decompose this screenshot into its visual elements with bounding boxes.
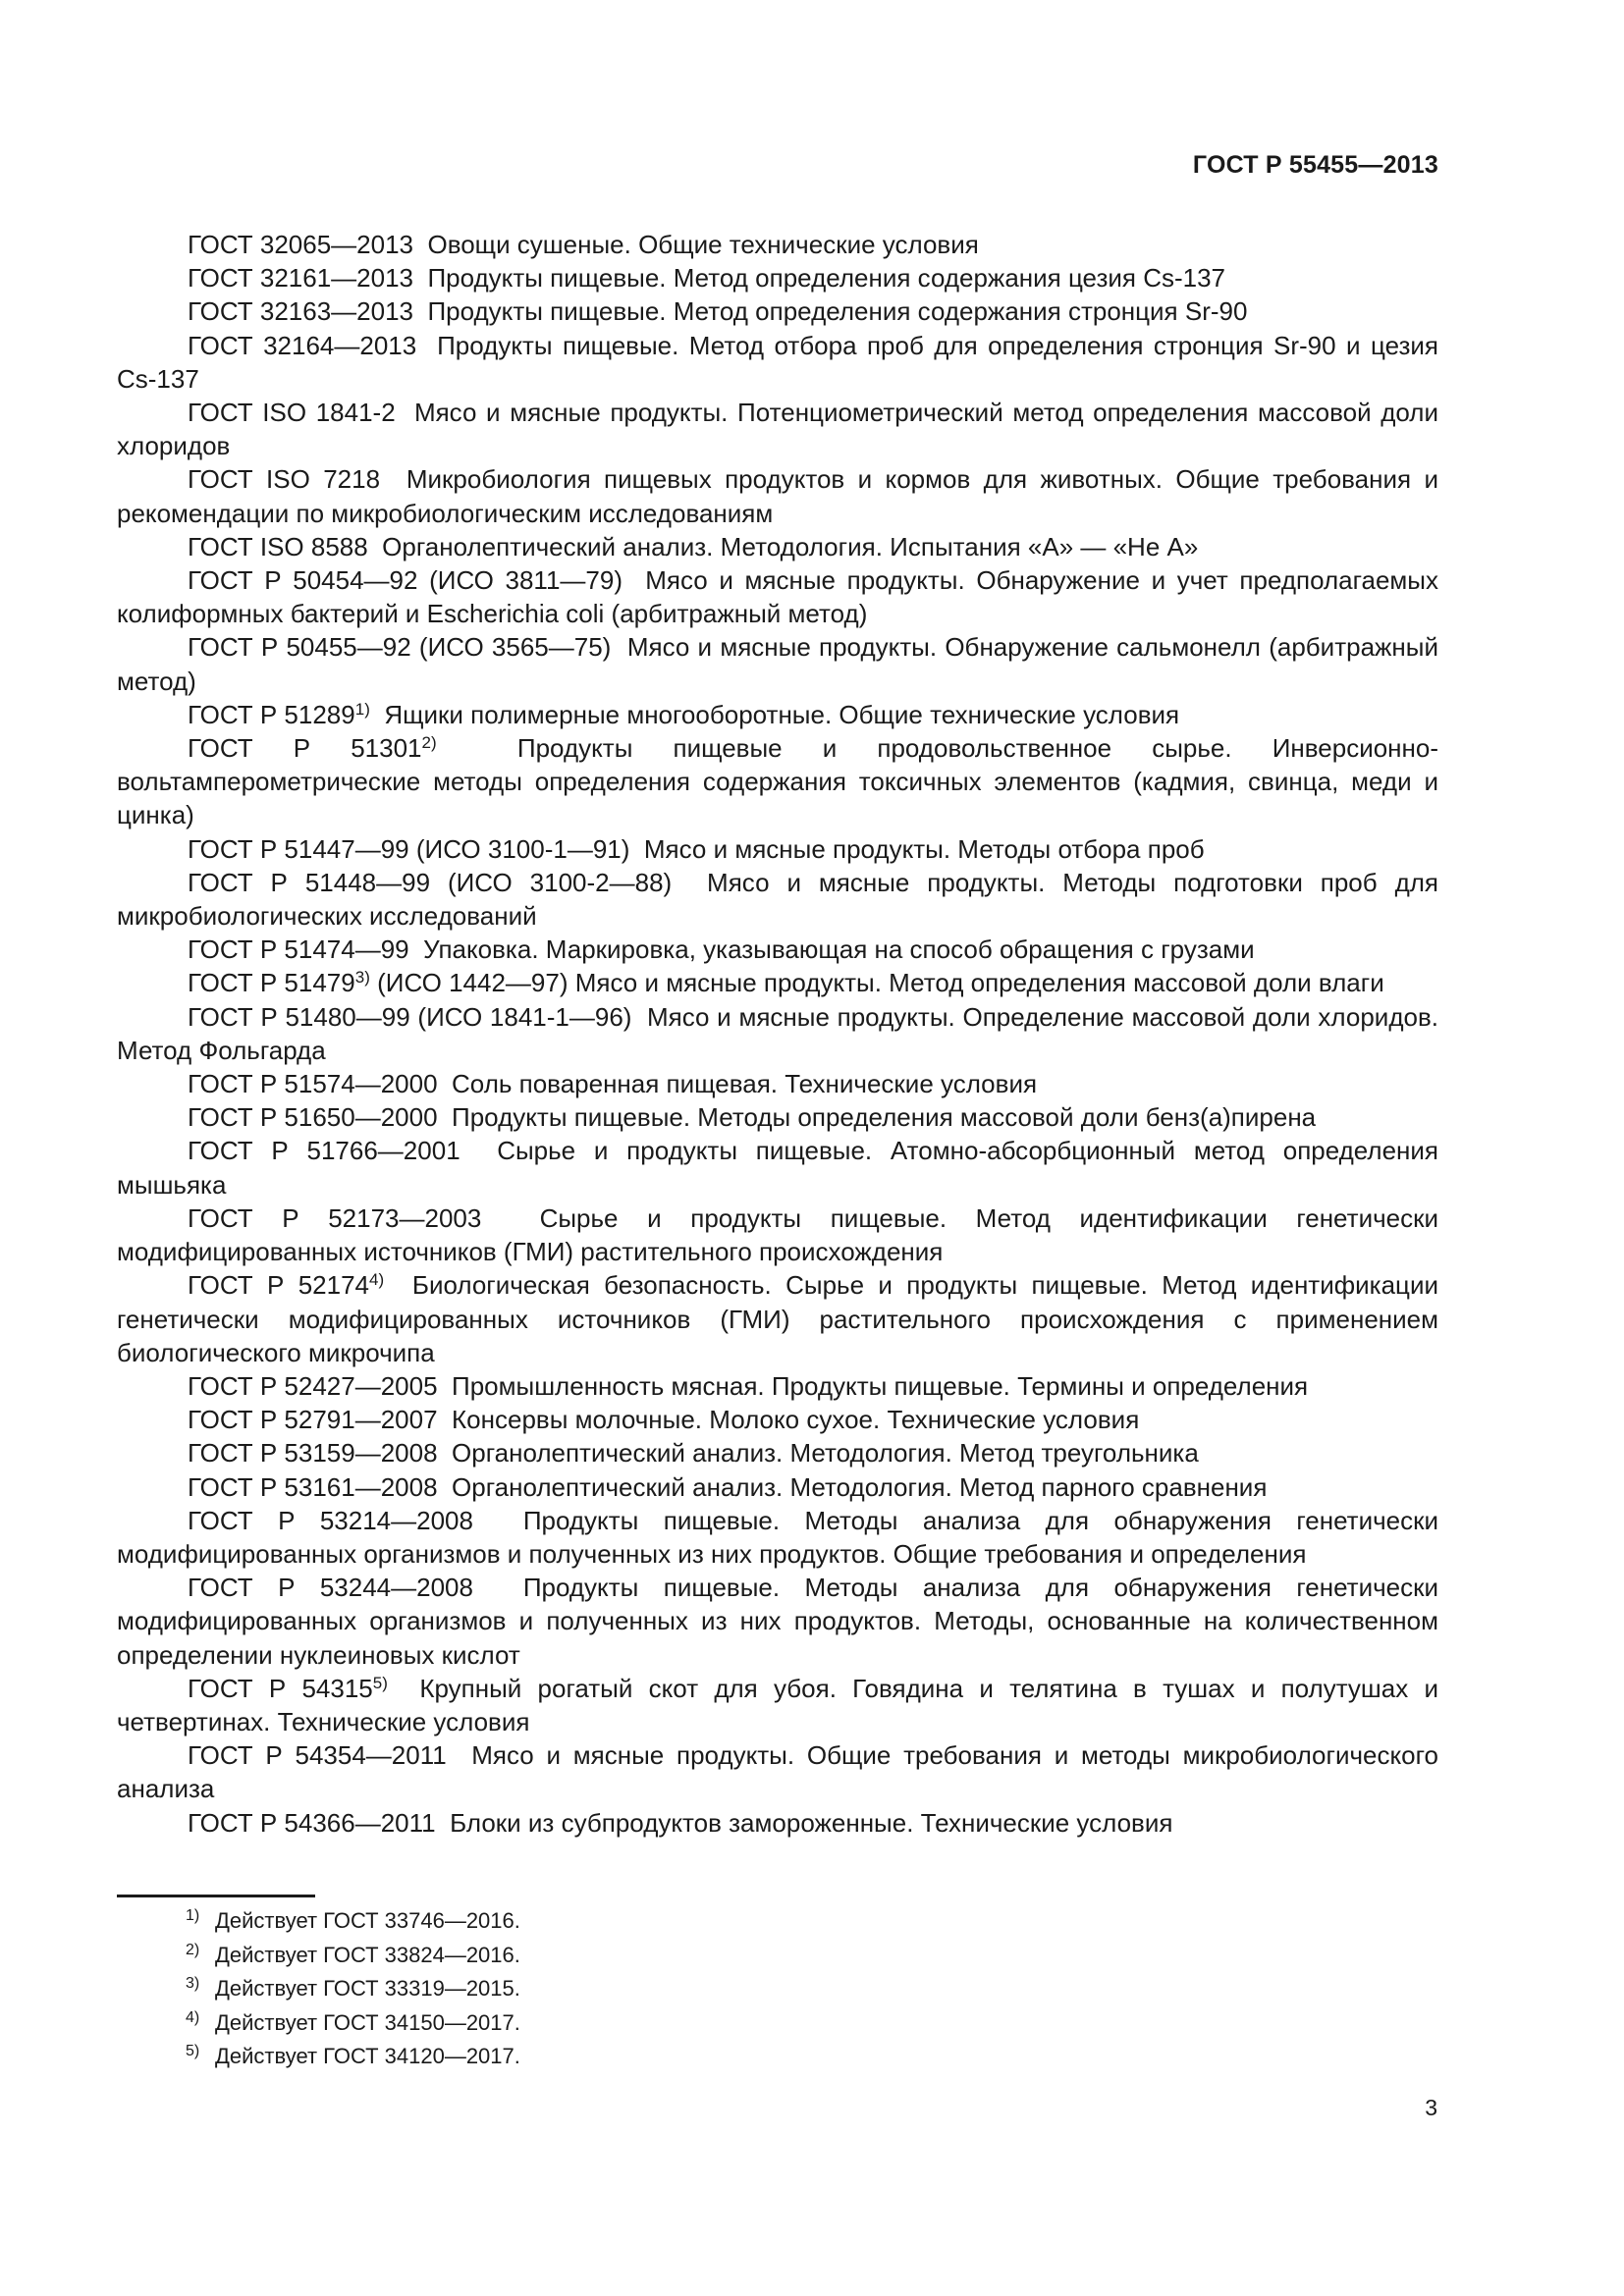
reference-code: ГОСТ Р 51448—99 (ИСО 3100-2—88): [188, 867, 673, 897]
reference-code: ГОСТ Р 53159—2008: [188, 1438, 438, 1468]
reference-title: Овощи сушеные. Общие технические условия: [427, 230, 979, 259]
footnote-separator-rule: [117, 1895, 315, 1897]
reference-title: Биологическая безопасность. Сырье и продукты пищевые. Метод идентификации генетически модифицированных источников (ГМИ) растительного происхождения с применением биологического микрочипа: [117, 1270, 1438, 1367]
reference-item: [117, 228, 1438, 261]
footnote-item: 4) Действует ГОСТ 34150—2017.: [186, 2008, 520, 2035]
reference-code: ГОСТ Р 50454—92 (ИСО 3811—79): [188, 565, 623, 596]
reference-item: [117, 1571, 1438, 1672]
reference-title: Мясо и мясные продукты. Определение массовой доли хлоридов. Метод Фольгарда: [117, 1001, 1438, 1065]
reference-code: ГОСТ Р 51766—2001: [188, 1136, 460, 1166]
reference-footnote-mark: 4): [369, 1270, 385, 1290]
reference-item: [117, 329, 1438, 396]
reference-code: ГОСТ Р 51574—2000: [188, 1069, 438, 1099]
reference-title: Продукты пищевые. Метод отбора проб для определения стронция Sr-90 и цезия Cs-137: [117, 330, 1438, 394]
reference-footnote-mark: 1): [354, 699, 370, 719]
reference-item: [117, 1201, 1438, 1268]
reference-title: Органолептический анализ. Методология. Испытания «А» — «Не А»: [382, 531, 1199, 561]
reference-title: Соль поваренная пищевая. Технические условия: [452, 1069, 1038, 1099]
reference-code: ГОСТ Р 51301: [188, 733, 422, 764]
reference-title: Мясо и мясные продукты. Общие требования и методы микробиологического анализа: [117, 1740, 1438, 1804]
footnote-text: Действует ГОСТ 33319—2015.: [215, 1976, 520, 2002]
reference-title: Продукты пищевые. Методы определения массовой доли бенз(а)пирена: [452, 1102, 1317, 1133]
reference-item: [117, 933, 1438, 966]
reference-item: [117, 1738, 1438, 1805]
reference-title: Продукты пищевые. Метод определения содержания стронция Sr-90: [427, 296, 1248, 327]
reference-item: [117, 1403, 1438, 1436]
footnote-text: Действует ГОСТ 34120—2017.: [215, 2044, 520, 2069]
reference-title: Ящики полимерные многооборотные. Общие технические условия: [384, 699, 1180, 729]
reference-title: Органолептический анализ. Методология. Метод треугольника: [452, 1438, 1199, 1468]
reference-item: [117, 1436, 1438, 1469]
reference-title: Органолептический анализ. Методология. Метод парного сравнения: [452, 1471, 1268, 1502]
footnote-item: 1) Действует ГОСТ 33746—2016.: [186, 1907, 520, 1933]
reference-code: ГОСТ Р 54354—2011: [188, 1740, 447, 1771]
reference-code: ГОСТ Р 52791—2007: [188, 1405, 438, 1435]
reference-title: Мясо и мясные продукты. Методы подготовки проб для микробиологических исследований: [117, 867, 1438, 932]
footnote-item: 3) Действует ГОСТ 33319—2015.: [186, 1975, 520, 2002]
reference-code: ГОСТ Р 53161—2008: [188, 1471, 438, 1502]
reference-title: Мясо и мясные продукты. Обнаружение сальмонелл (арбитражный метод): [117, 632, 1438, 696]
reference-code: ГОСТ Р 51447—99 (ИСО 3100-1—91): [188, 833, 630, 864]
reference-code: ГОСТ Р 52174: [188, 1270, 370, 1301]
reference-item: [117, 966, 1438, 999]
footnote-text: Действует ГОСТ 33746—2016.: [215, 1908, 520, 1933]
footnotes-list: [186, 1904, 520, 2074]
footnote-text: Действует ГОСТ 33824—2016.: [215, 1942, 520, 1967]
reference-item: [117, 1134, 1438, 1201]
reference-code: ГОСТ 32163—2013: [188, 296, 414, 327]
reference-title: Сырье и продукты пищевые. Метод идентификации генетически модифицированных источников (ГМИ) растительного происхождения: [117, 1202, 1438, 1267]
reference-title: Мясо и мясные продукты. Обнаружение и учет предполагаемых колиформных бактерий и Escherichia coli (арбитражный метод): [117, 565, 1438, 629]
reference-item: [117, 1100, 1438, 1134]
footnote-item: 2) Действует ГОСТ 33824—2016.: [186, 1941, 520, 1967]
reference-code: ГОСТ Р 54315: [188, 1673, 373, 1703]
reference-item: [117, 261, 1438, 294]
reference-item: [117, 1369, 1438, 1403]
reference-code: ГОСТ Р 51650—2000: [188, 1102, 438, 1133]
reference-item: [117, 294, 1438, 328]
reference-code: ГОСТ Р 52427—2005: [188, 1370, 438, 1401]
reference-title: Блоки из субпродуктов замороженные. Технические условия: [450, 1807, 1173, 1838]
reference-title: Продукты пищевые. Метод определения содержания цезия Cs-137: [427, 263, 1226, 294]
reference-title: (ИСО 1442—97) Мясо и мясные продукты. Метод определения массовой доли влаги: [377, 968, 1384, 998]
reference-item: [117, 1067, 1438, 1100]
page-number: 3: [1425, 2095, 1437, 2120]
reference-item: [117, 832, 1438, 866]
reference-code: ГОСТ Р 51474—99: [188, 934, 409, 965]
reference-title: Консервы молочные. Молоко сухое. Технические условия: [452, 1405, 1140, 1435]
reference-title: Продукты пищевые и продовольственное сырье. Инверсионно-вольтамперометрические методы определения содержания токсичных элементов (кадмия, свинца, меди и цинка): [117, 733, 1439, 830]
reference-item: [117, 396, 1438, 462]
reference-code: ГОСТ 32065—2013: [188, 230, 414, 259]
reference-code: ГОСТ Р 54366—2011: [188, 1807, 436, 1838]
reference-item: [117, 866, 1438, 933]
reference-title: Сырье и продукты пищевые. Атомно-абсорбционный метод определения мышьяка: [117, 1136, 1438, 1200]
reference-code: ГОСТ 32161—2013: [188, 263, 414, 294]
reference-title: Продукты пищевые. Методы анализа для обнаружения генетически модифицированных организмов и полученных из них продуктов. Методы, основанные на количественном определении нуклеиновых кислот: [117, 1573, 1439, 1670]
reference-item: [117, 1000, 1438, 1067]
reference-item: [117, 462, 1438, 529]
footnote-item: 5) Действует ГОСТ 34120—2017.: [186, 2043, 520, 2069]
normative-references-list: [117, 228, 1438, 1840]
footnote-text: Действует ГОСТ 34150—2017.: [215, 2009, 520, 2035]
reference-item: [117, 1470, 1438, 1504]
reference-title: Крупный рогатый скот для убоя. Говядина и телятина в тушах и полутушах и четвертинах. Технические условия: [117, 1673, 1438, 1736]
reference-code: ГОСТ ISO 8588: [188, 531, 368, 561]
reference-code: ГОСТ Р 53244—2008: [188, 1573, 473, 1603]
reference-item: [117, 630, 1438, 697]
reference-item: [117, 1672, 1438, 1738]
reference-item: [117, 731, 1438, 832]
reference-footnote-mark: 5): [372, 1673, 388, 1692]
reference-code: ГОСТ Р 50455—92 (ИСО 3565—75): [188, 632, 612, 663]
page-header-document-code: ГОСТ Р 55455—2013: [1192, 151, 1438, 179]
reference-code: ГОСТ Р 52173—2003: [188, 1202, 482, 1233]
reference-code: ГОСТ Р 51479: [188, 968, 355, 998]
reference-item: [117, 563, 1438, 630]
reference-item: [117, 1806, 1438, 1840]
reference-title: Промышленность мясная. Продукты пищевые. Термины и определения: [452, 1370, 1309, 1401]
reference-footnote-mark: 3): [354, 968, 370, 988]
reference-code: ГОСТ ISO 7218: [188, 464, 381, 495]
reference-code: ГОСТ ISO 1841-2: [188, 398, 396, 428]
reference-item: [117, 1268, 1438, 1369]
reference-title: Мясо и мясные продукты. Методы отбора проб: [643, 833, 1205, 864]
reference-title: Продукты пищевые. Методы анализа для обнаружения генетически модифицированных организмов и полученных из них продуктов. Общие требования и определения: [117, 1505, 1439, 1569]
reference-code: ГОСТ Р 53214—2008: [188, 1505, 473, 1535]
reference-code: ГОСТ 32164—2013: [188, 330, 417, 360]
reference-footnote-mark: 2): [421, 733, 437, 753]
reference-item: [117, 698, 1438, 731]
reference-title: Микробиология пищевых продуктов и кормов для животных. Общие требования и рекомендации по микробиологическим исследованиям: [117, 464, 1439, 528]
reference-title: Упаковка. Маркировка, указывающая на способ обращения с грузами: [423, 934, 1255, 965]
reference-title: Мясо и мясные продукты. Потенциометрический метод определения массовой доли хлоридов: [117, 398, 1438, 461]
reference-code: ГОСТ Р 51480—99 (ИСО 1841-1—96): [188, 1001, 632, 1032]
reference-item: [117, 1504, 1438, 1571]
reference-item: [117, 530, 1438, 563]
reference-code: ГОСТ Р 51289: [188, 699, 355, 729]
